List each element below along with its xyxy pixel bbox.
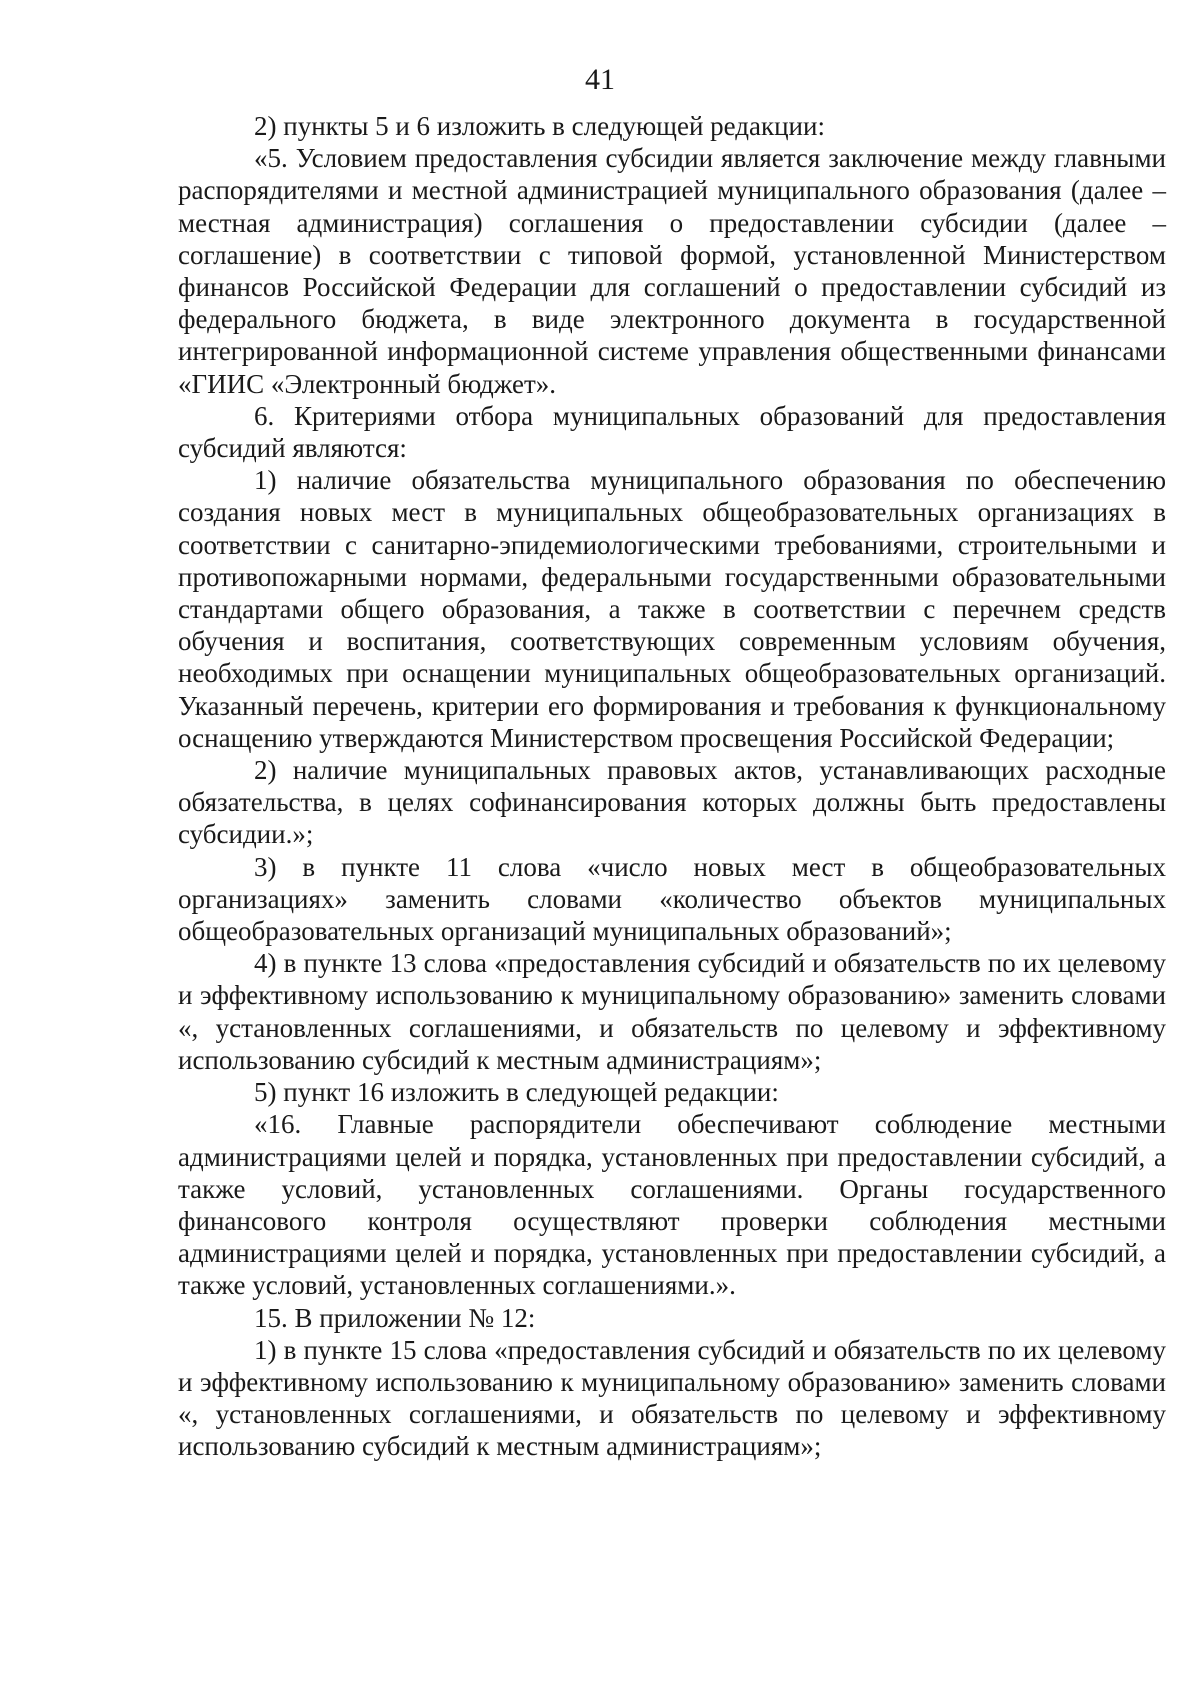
paragraph-point-16: «16. Главные распорядители обеспечивают соблюдение местными администрациями целей и порядка, установленных при предоставлении субсидий, а также условий, установленных соглашениями. Органы государственного финансового контроля осуществляют проверки соблюдения местными администрациями целей и порядка, установленных при предоставлении субсидий, а также условий, установленных соглашениями.». bbox=[178, 1109, 1166, 1301]
paragraph-section-15-item-1: 1) в пункте 15 слова «предоставления субсидий и обязательств по их целевому и эффективному использованию к муниципальному образованию» заменить словами «, установленных соглашениями, и обязательств по целевому и эффективному использованию субсидий к местным администрациям»; bbox=[178, 1334, 1166, 1462]
paragraph-item-4: 4) в пункте 13 слова «предоставления субсидий и обязательств по их целевому и эффективному использованию к муниципальному образованию» заменить словами «, установленных соглашениями, и обязательств по целевому и эффективному использованию субсидий к местным администрациям»; bbox=[178, 948, 1166, 1075]
paragraph-item-5-header: 5) пункт 16 изложить в следующей редакции: bbox=[254, 1077, 779, 1108]
paragraph-item-2-header: 2) пункты 5 и 6 изложить в следующей редакции: bbox=[254, 111, 825, 141]
paragraph-item-3: 3) в пункте 11 слова «число новых мест в общеобразовательных организациях» заменить словами «количество объектов муниципальных общеобразовательных организаций муниципальных образований»; bbox=[178, 851, 1166, 947]
page-number: 41 bbox=[585, 63, 615, 96]
paragraph-criterion-1: 1) наличие обязательства муниципального образования по обеспечению создания новых мест в муниципальных общеобразовательных организациях в соответствии с санитарно-эпидемиологическими требованиями, строительными и противопожарными нормами, федеральными государственными образовательными стандартами общего образования, а также в соответствии с перечнем средств обучения и воспитания, соответствующих современным условиям обучения, необходимых при оснащении муниципальных общеобразовательных организаций. Указанный перечень, критерии его формирования и требования к функциональному оснащению утверждаются Министерством просвещения Российской Федерации; bbox=[178, 465, 1166, 753]
paragraph-criterion-2: 2) наличие муниципальных правовых актов, устанавливающих расходные обязательства, в целях софинансирования которых должны быть предоставлены субсидии.»; bbox=[178, 755, 1166, 850]
paragraph-section-15: 15. В приложении № 12: bbox=[254, 1302, 536, 1333]
paragraph-point-6: 6. Критериями отбора муниципальных образований для предоставления субсидий являются: bbox=[178, 400, 1166, 464]
paragraph-point-5: «5. Условием предоставления субсидии является заключение между главными распорядителями и местной администрацией муниципального образования (далее – местная администрация) соглашения о предоставлении субсидии (далее – соглашение) в соответствии с типовой формой, установленной Министерством финансов Российской Федерации для соглашений о предоставлении субсидий из федерального бюджета, в виде электронного документа в государственной интегрированной информационной системе управления общественными финансами «ГИИС «Электронный бюджет». bbox=[178, 143, 1166, 399]
document-body bbox=[178, 110, 1166, 1463]
